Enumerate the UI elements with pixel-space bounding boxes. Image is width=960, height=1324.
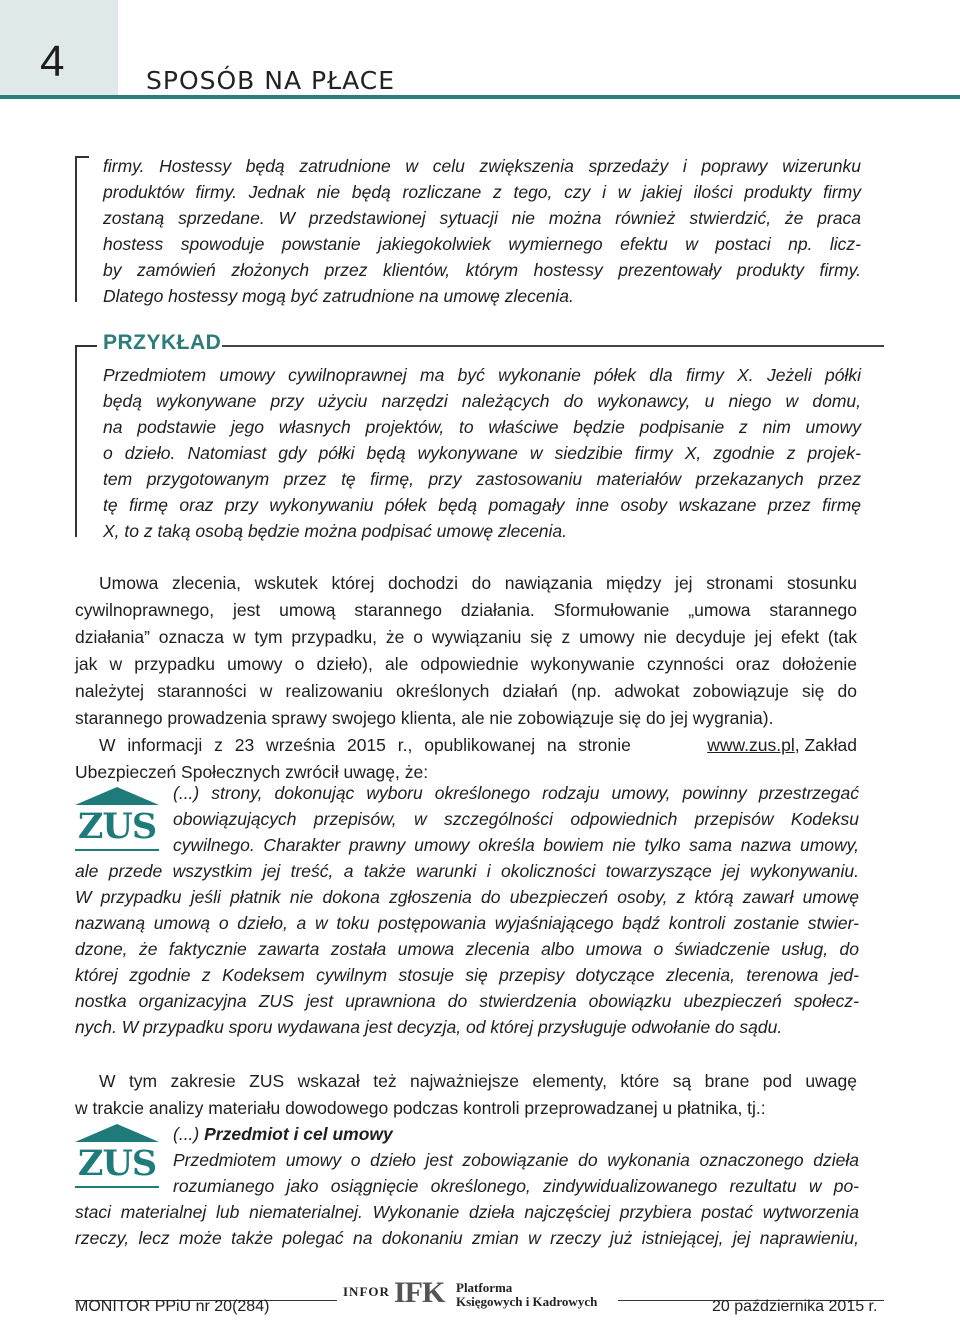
zus-logo-line: [75, 849, 159, 851]
intro-bracket: [75, 156, 77, 302]
example-heading: PRZYKŁAD: [103, 331, 222, 354]
body-line: działania” oznacza w tym przypadku, że o wywiązaniu się z umowy nie decyduje jej efekt (tak: [75, 627, 857, 647]
example-line: o dzieło. Natomiast gdy półki będą wykonywane w siedzibie firmy X, zgodnie z projek-: [103, 443, 861, 463]
quote-line: (...) strony, dokonując wyboru określonego rodzaju umowy, powinny przestrzegać: [173, 783, 859, 803]
body-line: Umowa zlecenia, wskutek której dochodzi do nawiązania między jej stronami stosunku: [99, 573, 857, 593]
platform-name-line1: Platforma: [456, 1280, 513, 1295]
quote-line: Przedmiotem umowy o dzieło jest zobowiązanie do wykonania oznaczonego dzieła: [173, 1150, 859, 1170]
info-line-2: Ubezpieczeń Społecznych zwrócił uwagę, że:: [75, 762, 429, 782]
example-line: na podstawie jego własnych projektów, to właściwe będzie podpisanie z nim umowy: [103, 417, 861, 437]
quote-line: nazwaną umową o dzieło, a w toku postępowania wyjaśniającego bądź kontroli zostanie stwier-: [75, 913, 859, 933]
info-line-text: W informacji z 23 września 2015 r., opublikowanej na stronie: [99, 735, 643, 755]
ifk-logo: IFK: [394, 1276, 445, 1309]
header-rule: [0, 95, 960, 99]
example-heading-rule: [222, 345, 884, 347]
zus-roof-icon: [75, 1124, 159, 1144]
footer-publication: MONITOR PPiU nr 20(284): [75, 1298, 270, 1315]
zus-logo: [75, 1124, 159, 1190]
info-line-tail: , Zakład: [794, 735, 857, 755]
body2-line: W tym zakresie ZUS wskazał też najważniejsze elementy, które są brane pod uwagę: [99, 1071, 857, 1091]
quote-line: dzone, że faktycznie zawarta została umowa zlecenia albo umowa o świadczenie usług, do: [75, 939, 859, 959]
quote-line: ale przede wszystkim jej treść, a także warunki i okoliczności towarzyszące jej wykonywaniu.: [75, 861, 859, 881]
quote-line: nostka organizacyjna ZUS jest uprawniona do stwierdzenia obowiązku ubezpieczeń społecz-: [75, 991, 859, 1011]
quote-line: W przypadku jeśli płatnik nie dokona zgłoszenia do ubezpieczeń osoby, z którą zawarł umowę: [75, 887, 859, 907]
zus-logo-text: ZUS: [77, 1143, 157, 1184]
zus-logo-text: ZUS: [77, 806, 157, 847]
example-bracket-top: [75, 345, 97, 347]
zus-website-link[interactable]: www.zus.pl: [707, 735, 795, 755]
example-line: będą wykonywane przy użyciu narzędzi należących do wykonawcy, u niego w domu,: [103, 391, 861, 411]
intro-bracket-top: [75, 156, 89, 158]
example-line: tę firmę oraz przy wykonywaniu półek będą pomagały inne osoby wskazane przez firmę: [103, 495, 861, 515]
quote-line: cywilnego. Charakter prawny umowy określa bowiem nie tylko sama nazwa umowy,: [173, 835, 859, 855]
chapter-title: SPOSÓB NA PŁACE: [146, 66, 396, 95]
quote-line: staci materialnej lub niematerialnej. Wykonanie dzieła najczęściej przybiera postać wytworzenia: [75, 1202, 859, 1222]
intro-line: firmy. Hostessy będą zatrudnione w celu zwiększenia sprzedaży i poprawy wizerunku: [103, 156, 861, 176]
quote-line: obowiązujących przepisów, w szczególności odpowiednich przepisów Kodeksu: [173, 809, 859, 829]
intro-line: Dlatego hostessy mogą być zatrudnione na umowę zlecenia.: [103, 286, 574, 306]
example-line: Przedmiotem umowy cywilnoprawnej ma być wykonanie półek dla firmy X. Jeżeli półki: [103, 365, 861, 385]
body-line: należytej staranności w realizowaniu określonych działań (np. adwokat zobowiązuje się do: [75, 681, 857, 701]
quote2-heading-prefix: (...): [173, 1124, 205, 1144]
example-bracket: [75, 345, 77, 537]
example-line: tem przygotowanym przez tę firmę, przy zastosowaniu materiałów przekazanych przez: [103, 469, 861, 489]
zus-logo-line: [75, 1186, 159, 1188]
quote2-heading-line: [173, 1121, 393, 1147]
body-line: jak w przypadku umowy o dzieło), ale odpowiednie wykonywanie czynności oraz dołożenie: [75, 654, 857, 674]
footer-date: 20 października 2015 r.: [712, 1298, 878, 1315]
platform-name-line2: Księgowych i Kadrowych: [456, 1294, 598, 1309]
quote-line: rzeczy, lecz może także polegać na dokonaniu zmian w rzeczy już istniejącej, jej naprawieniu,: [75, 1228, 859, 1248]
body-line: starannego prowadzenia sprawy swojego klienta, ale nie zobowiązuje się do jej wygrania).: [75, 708, 774, 728]
infor-logo: INFOR: [343, 1284, 390, 1299]
info-line: [99, 732, 857, 758]
zus-roof-icon: [75, 787, 159, 807]
quote-line: rozumianego jako osiągnięcie określonego, zindywidualizowanego rezultatu w po-: [173, 1176, 859, 1196]
intro-line: by zamówień złożonych przez klientów, którym hostessy prezentowały produkty firmy.: [103, 260, 861, 280]
body-line: cywilnoprawnego, jest umową starannego działania. Sformułowanie „umowa starannego: [75, 600, 857, 620]
quote2-heading: Przedmiot i cel umowy: [204, 1124, 393, 1144]
example-line: X, to z taką osobą będzie można podpisać umowę zlecenia.: [103, 521, 568, 541]
intro-line: zostaną sprzedane. W przedstawionej sytuacji nie można również stwierdzić, że praca: [103, 208, 861, 228]
body2-line: w trakcie analizy materiału dowodowego podczas kontroli przeprowadzanej u płatnika, tj.:: [75, 1098, 766, 1118]
chapter-number: 4: [40, 37, 65, 86]
intro-line: produktów firmy. Jednak nie będą rozliczane z tego, czy i w jakiej ilości produkty firmy: [103, 182, 861, 202]
intro-line: hostess spowoduje powstanie jakiegokolwiek wymiernego efektu w postaci np. licz-: [103, 234, 861, 254]
quote-line: której zgodnie z Kodeksem cywilnym stosuje się przepisy dotyczące zlecenia, terenowa jed-: [75, 965, 859, 985]
quote-line: nych. W przypadku sporu wydawana jest decyzja, od której przysługuje odwołanie do sądu.: [75, 1017, 783, 1037]
zus-logo: [75, 787, 159, 853]
